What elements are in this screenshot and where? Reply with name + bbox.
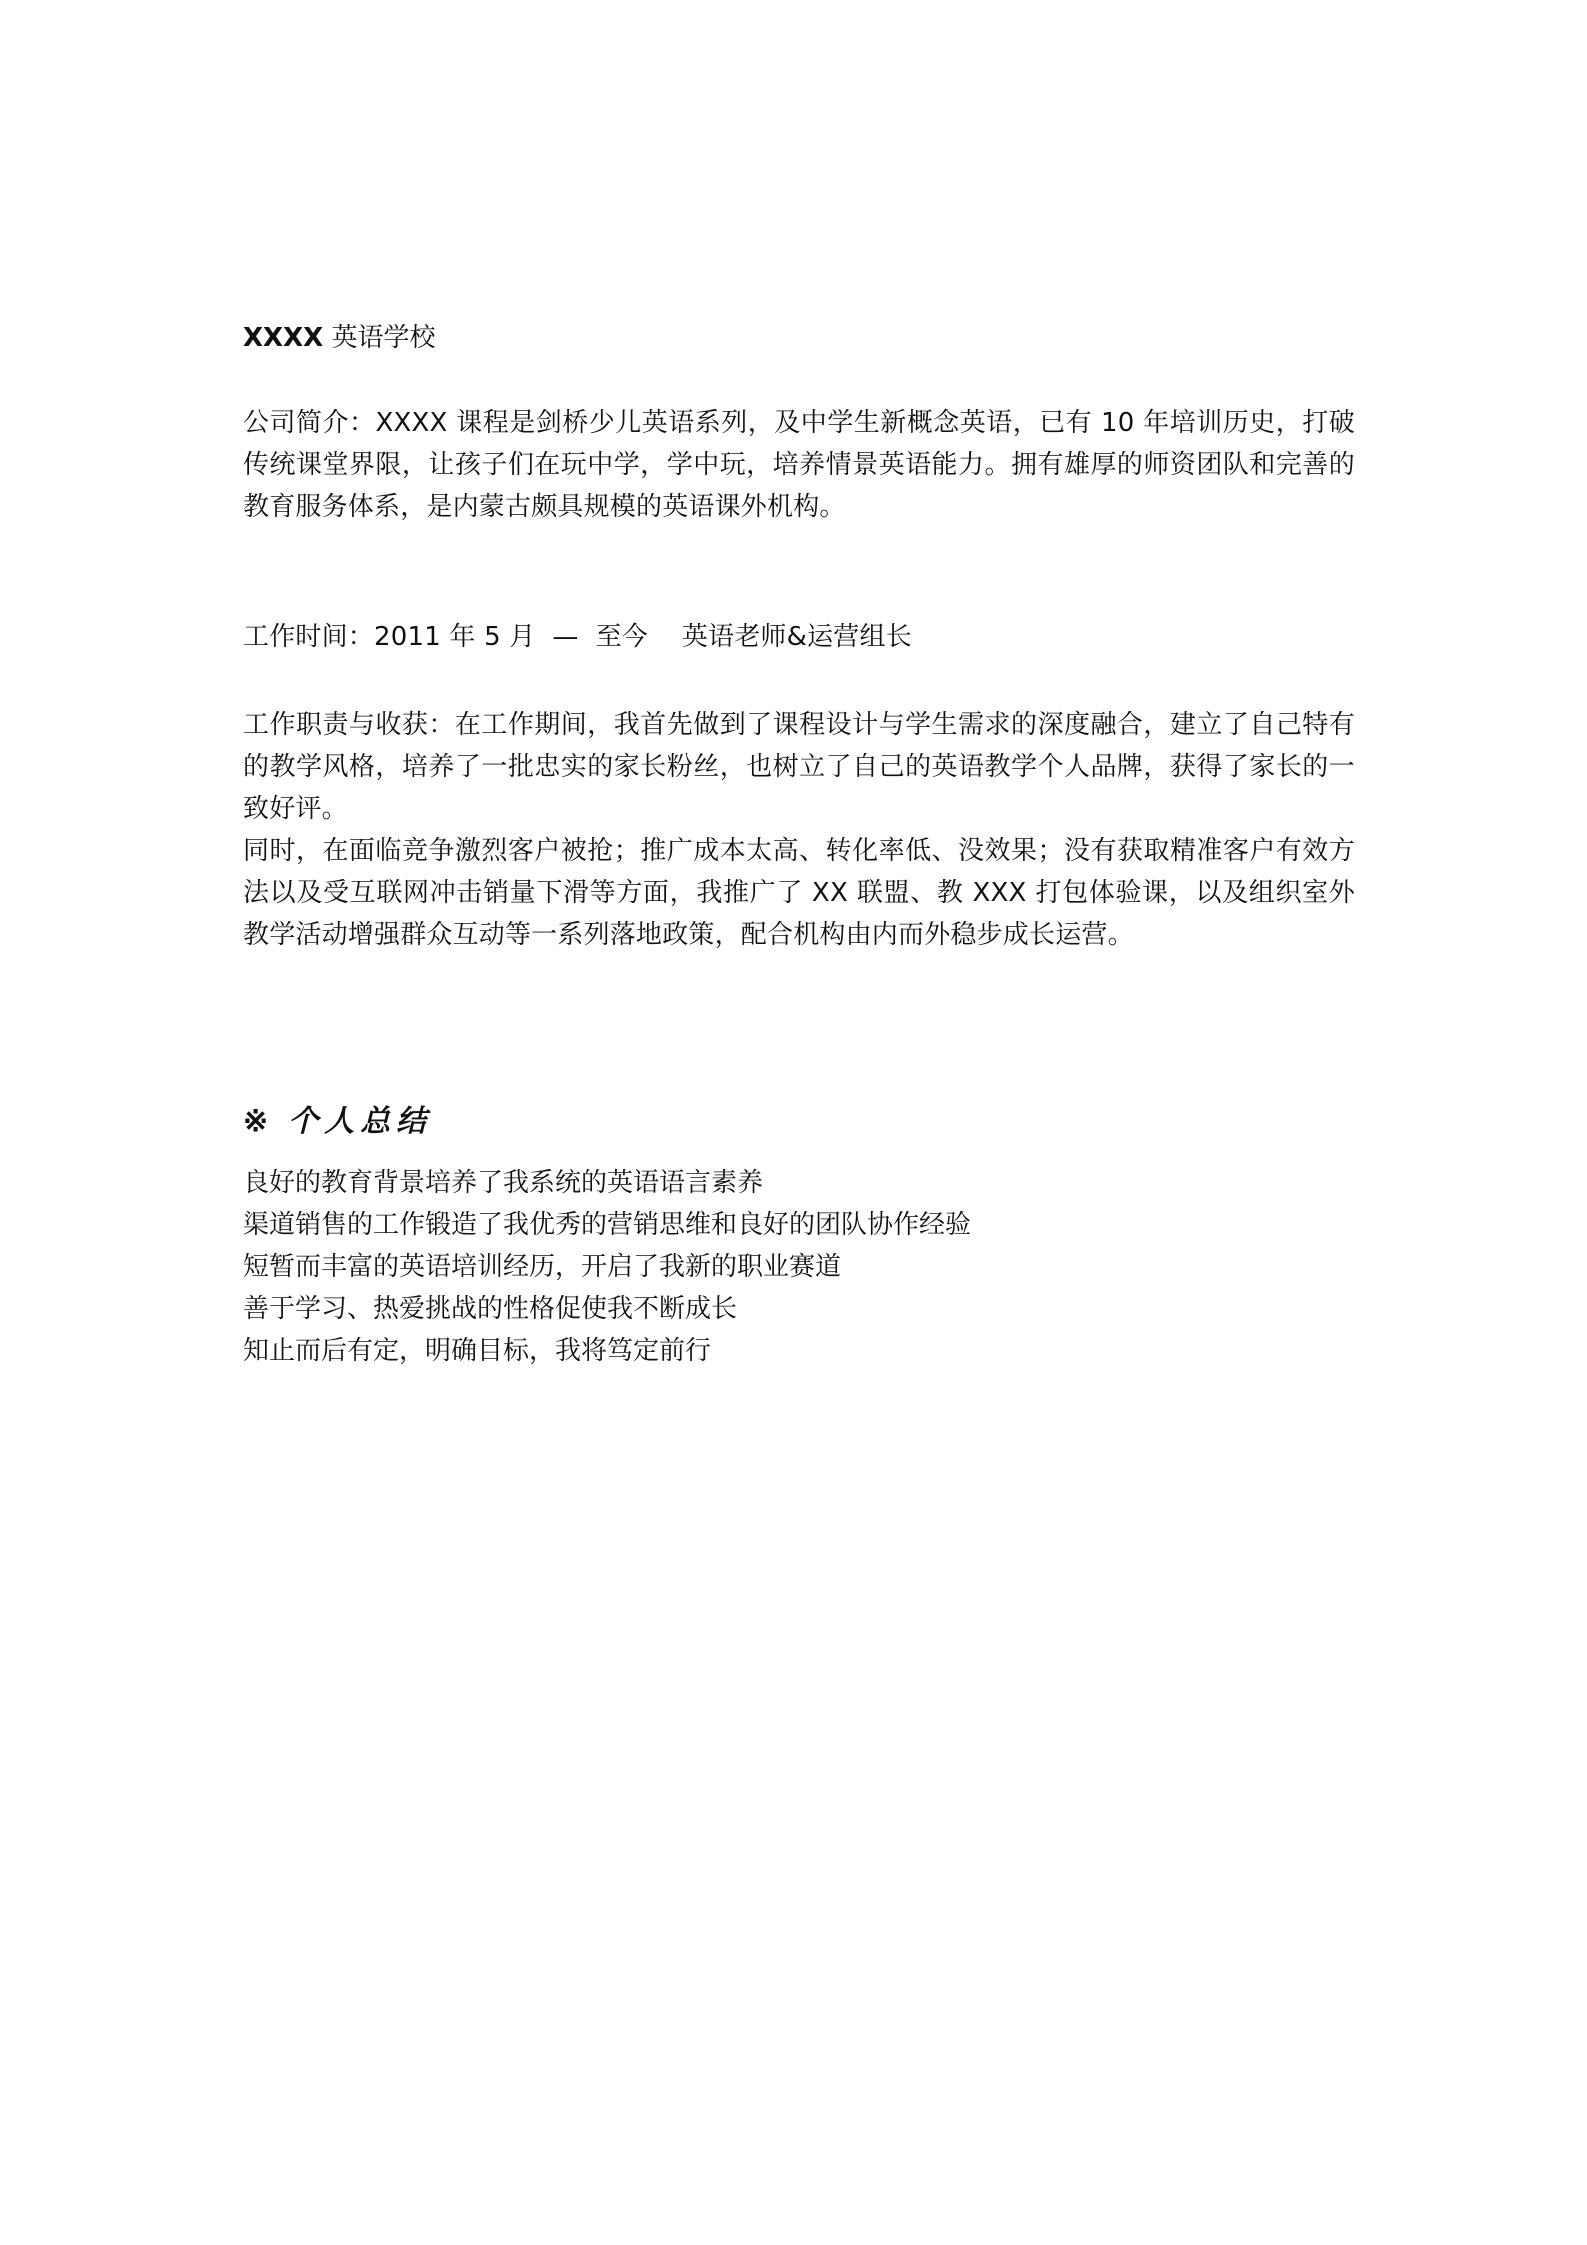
work-experience-section [243, 318, 1355, 1372]
duties-paragraph-1: 工作职责与收获：在工作期间，我首先做到了课程设计与学生需求的深度融合，建立了自己特有的教学风格，培养了一批忠实的家长粉丝，也树立了自己的英语教学个人品牌，获得了家长的一致好评。 [243, 710, 1355, 824]
company-name [243, 318, 1355, 358]
reference-mark-icon: ※ [243, 1104, 275, 1139]
summary-list [243, 1162, 1355, 1372]
summary-item: 渠道销售的工作锻造了我优秀的营销思维和良好的团队协作经验 [243, 1210, 972, 1240]
summary-item: 善于学习、热爱挑战的性格促使我不断成长 [243, 1294, 738, 1324]
company-brand: XXXX [243, 323, 324, 353]
summary-heading-label: 个人总结 [288, 1104, 433, 1139]
company-name-suffix: 英语学校 [323, 323, 436, 353]
duties-paragraph-2: 同时，在面临竞争激烈客户被抢；推广成本太高、转化率低、没效果；没有获取精准客户有效方法以及受互联网冲击销量下滑等方面，我推广了 XX 联盟、教 XXX 打包体验课，以及组织室外教学活动增强群众互动等一系列落地政策，配合机构由内而外稳步成长运营。 [243, 836, 1355, 950]
summary-heading [243, 1100, 1355, 1144]
work-time-line: 工作时间：2011 年 5 月 — 至今 英语老师&运营组长 [243, 622, 912, 652]
company-intro: 公司简介：XXXX 课程是剑桥少儿英语系列，及中学生新概念英语，已有 10 年培训历史，打破传统课堂界限，让孩子们在玩中学，学中玩，培养情景英语能力。拥有雄厚的师资团队和完善的教育服务体系，是内蒙古颇具规模的英语课外机构。 [243, 408, 1355, 522]
summary-item: 知止而后有定，明确目标，我将笃定前行 [243, 1336, 712, 1366]
summary-item: 良好的教育背景培养了我系统的英语语言素养 [243, 1168, 764, 1198]
summary-item: 短暂而丰富的英语培训经历，开启了我新的职业赛道 [243, 1252, 842, 1282]
